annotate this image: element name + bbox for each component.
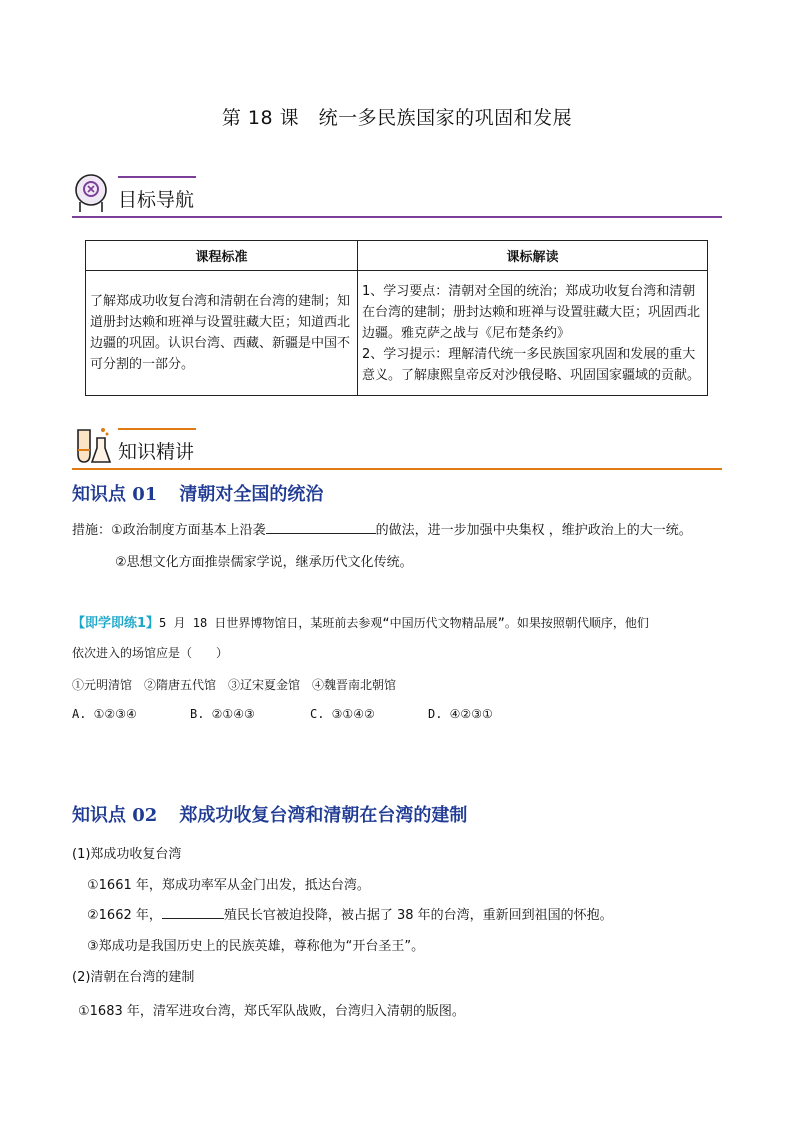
section-deco-line <box>118 176 196 178</box>
kp2-number: 知识点 02 <box>72 805 158 826</box>
section-rule <box>72 468 722 470</box>
flask-icon <box>72 424 112 466</box>
kp1-measure-1 <box>72 519 692 538</box>
kp2-heading <box>72 801 467 827</box>
section-label: 知识精讲 <box>118 441 195 463</box>
kp2-point-2 <box>87 904 613 923</box>
option-c[interactable]: C. ③①④② <box>310 707 375 721</box>
table-header-interpretation: 课标解读 <box>358 241 708 271</box>
kp2-point-4: ①1683 年，清军进攻台湾，郑氏军队战败，台湾归入清朝的版图。 <box>78 1004 465 1019</box>
section-header-goals <box>72 172 722 218</box>
exercise1-items: ①元明清馆 ②隋唐五代馆 ③辽宋夏金馆 ④魏晋南北朝馆 <box>72 678 397 692</box>
interpretation-point-1: 1、学习要点：清朝对全国的统治；郑成功收复台湾和清朝在台湾的建制；册封达赖和班禅与设置驻藏大臣；巩固西北边疆。雅克萨之战与《尼布楚条约》 <box>362 283 701 341</box>
option-b[interactable]: B. ②①④③ <box>190 707 255 721</box>
kp2-point-2-a: ②1662 年， <box>87 908 162 923</box>
kp2-name: 郑成功收复台湾和清朝在台湾的建制 <box>179 805 468 826</box>
section-header-knowledge <box>72 424 722 470</box>
lesson-title: 第 18 课 统一多民族国家的巩固和发展 <box>221 107 573 129</box>
table-row <box>86 271 708 396</box>
measure1-text-b: 的做法，进一步加强中央集权 ，维护政治上的大一统。 <box>375 523 692 538</box>
kp2-sub1: (1)郑成功收复台湾 <box>72 847 182 862</box>
measures-prefix: 措施 <box>72 523 99 538</box>
exercise-question-a: 5 月 18 日世界博物馆日，某班前去参观“中国历代文物精品展”。如果按照朝代顺序，他们 <box>159 616 649 630</box>
section-deco-line <box>118 428 196 430</box>
kp1-measure-2: ②思想文化方面推崇儒家学说，继承历代文化传统。 <box>115 555 413 570</box>
exercise-tag: 【即学即练1】 <box>72 616 160 631</box>
goal-table <box>85 240 708 396</box>
kp1-heading <box>72 480 323 506</box>
fill-blank[interactable] <box>162 906 224 919</box>
fill-blank[interactable] <box>266 521 376 534</box>
option-a[interactable]: A. ①②③④ <box>72 707 137 721</box>
exercise1-question <box>72 612 649 631</box>
kp2-point-1: ①1661 年，郑成功率军从金门出发，抵达台湾。 <box>87 878 370 893</box>
section-rule <box>72 216 722 218</box>
head-gear-icon <box>72 172 112 214</box>
kp2-point-2-b: 殖民长官被迫投降，被占据了 38 年的台湾，重新回到祖国的怀抱。 <box>223 908 613 923</box>
table-header-standard: 课程标准 <box>86 241 358 271</box>
kp1-number: 知识点 01 <box>72 484 158 505</box>
exercise1-options <box>72 707 493 721</box>
standard-cell: 了解郑成功收复台湾和清朝在台湾的建制；知道册封达赖和班禅与设置驻藏大臣；知道西北边疆的巩固。认识台湾、西藏、新疆是中国不可分割的一部分。 <box>86 271 358 396</box>
kp2-sub2: (2)清朝在台湾的建制 <box>72 970 195 985</box>
interpretation-cell <box>358 271 708 396</box>
kp2-point-3: ③郑成功是我国历史上的民族英雄，尊称他为“开台圣王”。 <box>87 939 425 954</box>
interpretation-point-2: 2、学习提示：理解清代统一多民族国家巩固和发展的重大意义。了解康熙皇帝反对沙俄侵略、巩固国家疆域的贡献。 <box>362 346 701 383</box>
measure1-text-a: ：①政治制度方面基本上沿袭 <box>98 523 266 538</box>
option-d[interactable]: D. ④②③① <box>428 707 493 721</box>
kp1-name: 清朝对全国的统治 <box>179 484 324 505</box>
section-label: 目标导航 <box>118 189 195 211</box>
table-header-row <box>86 241 708 271</box>
exercise1-question-cont: 依次进入的场馆应是（ ） <box>72 646 229 660</box>
